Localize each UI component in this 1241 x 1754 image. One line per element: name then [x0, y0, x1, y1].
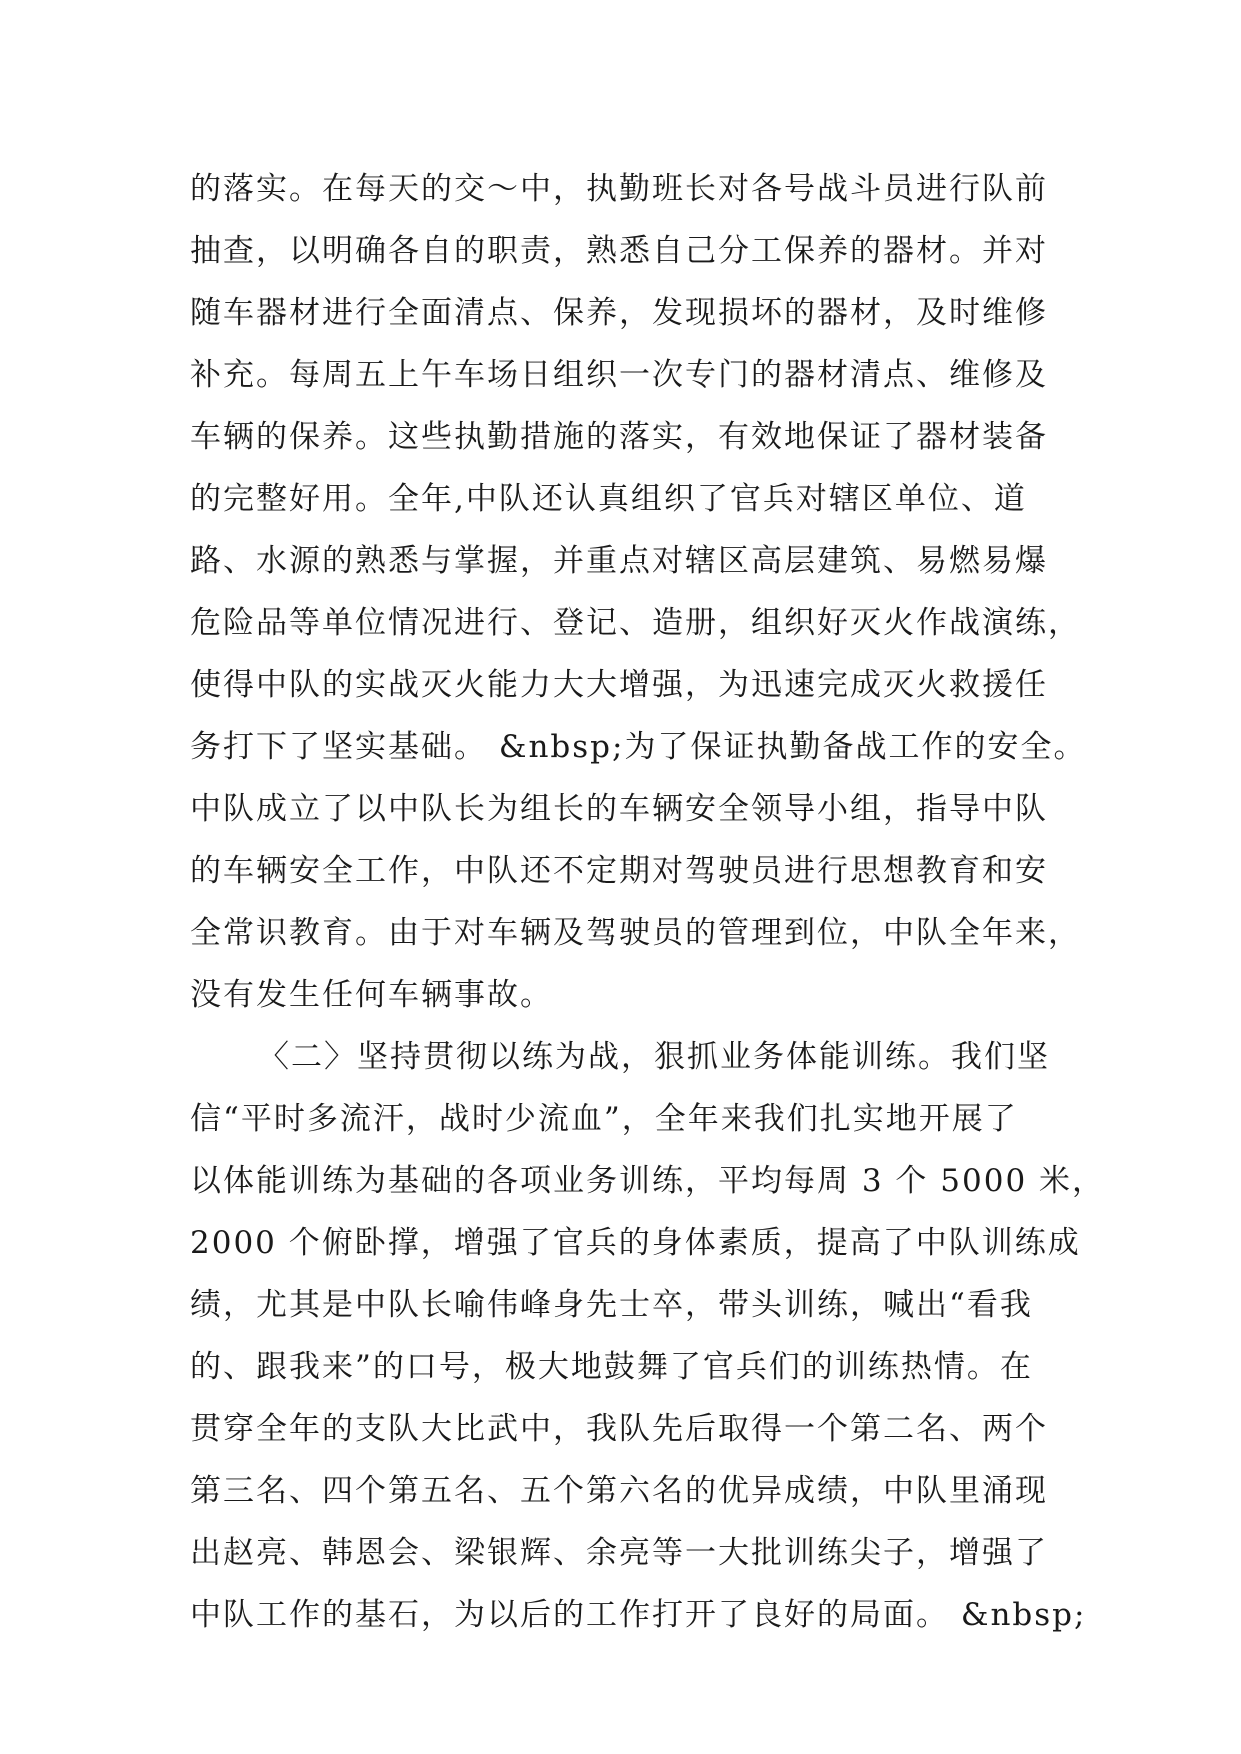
- text-line: 2000 个俯卧撑，增强了官兵的身体素质，提高了中队训练成: [190, 1225, 1081, 1261]
- text-line: 绩，尤其是中队长喻伟峰身先士卒，带头训练，喊出“看我: [190, 1287, 1033, 1323]
- text-line: 补充。每周五上午车场日组织一次专门的器材清点、维修及: [190, 357, 1048, 393]
- text-line: 务打下了坚实基础。 &nbsp;为了保证执勤备战工作的安全。: [190, 729, 1087, 765]
- text-line: 中队成立了以中队长为组长的车辆安全领导小组，指导中队: [190, 791, 1048, 827]
- body-text: [190, 158, 1106, 1646]
- text-line: 的车辆安全工作，中队还不定期对驾驶员进行思想教育和安: [190, 853, 1048, 889]
- text-line: 全常识教育。由于对车辆及驾驶员的管理到位，中队全年来，: [190, 915, 1081, 951]
- text-line: 信“平时多流汗，战时少流血”，全年来我们扎实地开展了: [190, 1101, 1018, 1137]
- text-line: 随车器材进行全面清点、保养，发现损坏的器材，及时维修: [190, 295, 1048, 331]
- text-line: 车辆的保养。这些执勤措施的落实，有效地保证了器材装备: [190, 419, 1048, 455]
- text-line: 使得中队的实战灭火能力大大增强，为迅速完成灭火救援任: [190, 667, 1048, 703]
- paragraph-start-line: 〈二〉坚持贯彻以练为战，狠抓业务体能训练。我们坚: [258, 1039, 1050, 1075]
- text-line: 抽查，以明确各自的职责，熟悉自己分工保养的器材。并对: [190, 233, 1048, 269]
- text-line: 的落实。在每天的交～中，执勤班长对各号战斗员进行队前: [190, 171, 1048, 207]
- text-line: 危险品等单位情况进行、登记、造册，组织好灭火作战演练，: [190, 605, 1081, 641]
- text-line: 的完整好用。全年,中队还认真组织了官兵对辖区单位、道: [190, 481, 1027, 517]
- text-line: 第三名、四个第五名、五个第六名的优异成绩，中队里涌现: [190, 1473, 1048, 1509]
- text-line: 的、跟我来”的口号，极大地鼓舞了官兵们的训练热情。在: [190, 1349, 1033, 1385]
- text-line: 中队工作的基石，为以后的工作打开了良好的局面。 &nbsp;: [190, 1597, 1087, 1633]
- text-line: 没有发生任何车辆事故。: [190, 977, 553, 1013]
- text-line: 出赵亮、韩恩会、梁银辉、余亮等一大批训练尖子，增强了: [190, 1535, 1048, 1571]
- text-line: 以体能训练为基础的各项业务训练，平均每周 3 个 5000 米，: [190, 1163, 1106, 1199]
- text-line: 路、水源的熟悉与掌握，并重点对辖区高层建筑、易燃易爆: [190, 543, 1048, 579]
- text-line: 贯穿全年的支队大比武中，我队先后取得一个第二名、两个: [190, 1411, 1048, 1447]
